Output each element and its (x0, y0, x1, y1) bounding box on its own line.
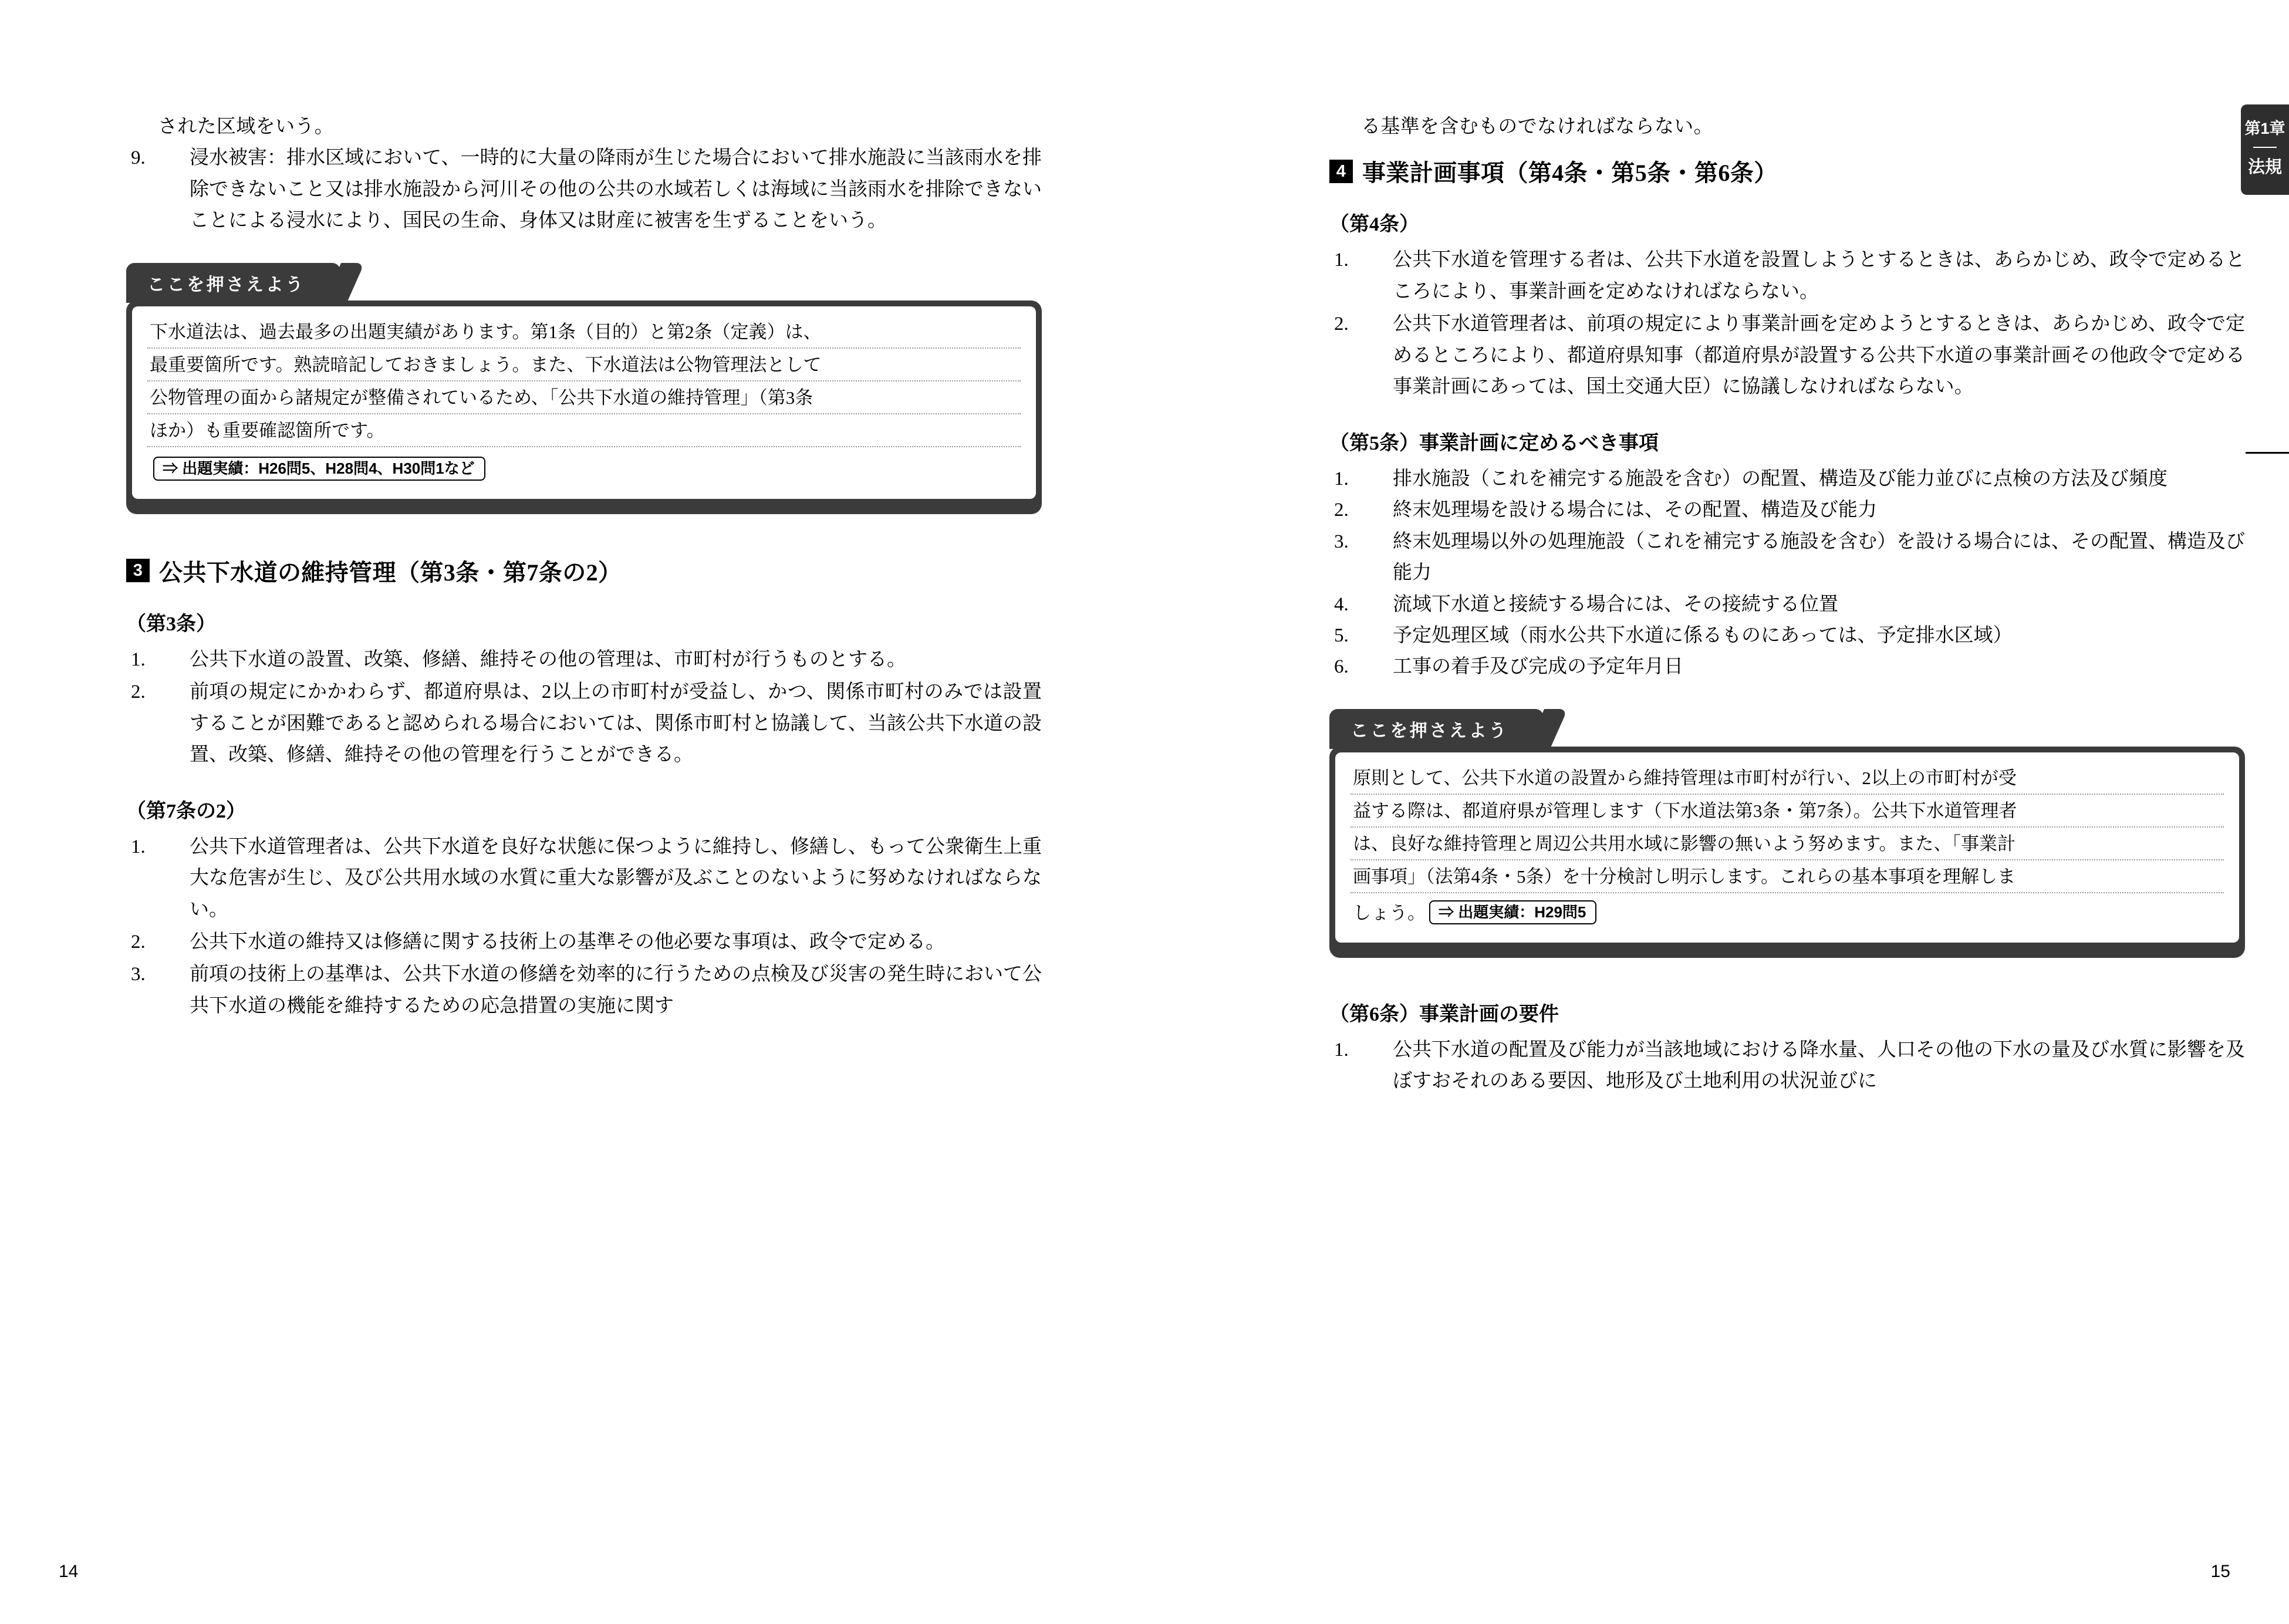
list-item (1329, 464, 2245, 495)
list-item (1329, 526, 2245, 589)
left-page-column (126, 112, 1042, 1023)
list-item (126, 959, 1042, 1022)
list-item-number: 3. (1334, 531, 1349, 552)
tip-line: ほか）も重要確認箇所です。 (147, 414, 1021, 447)
list-item-number: 6. (1334, 656, 1349, 678)
list-item (1329, 589, 2245, 620)
list-item-number: 4. (1334, 593, 1349, 615)
list-item-number: 2. (1334, 499, 1349, 521)
article-4-list (1329, 245, 2245, 403)
tip-line: 最重要箇所です。熟読暗記しておきましょう。また、下水道法は公物管理法として (147, 349, 1021, 381)
list-item-number: 1. (131, 836, 146, 857)
section-heading-4 (1329, 154, 2245, 188)
list-item (126, 644, 1042, 676)
tip-box-tab-label: ここを押さえよう (126, 263, 340, 303)
chapter-tab-divider (2253, 147, 2277, 148)
chapter-tab-number: 第1章 (2244, 120, 2285, 137)
tip-line: 下水道法は、過去最多の出題実績があります。第1条（目的）と第2条（定義）は、 (147, 316, 1021, 349)
list-item-number: 1. (1334, 249, 1349, 271)
article-3-list (126, 644, 1042, 771)
list-item-text: 公共下水道管理者は、前項の規定により事業計画を定めようとするときは、あらかじめ、政令で定めるところにより、都道府県知事（都道府県が設置する公共下水道の事業計画その他政令で定める事業計画にあっては、国土交通大臣）に協議しなければならない。 (1393, 313, 2245, 398)
article-heading-4: （第4条） (1329, 214, 1419, 236)
edge-marker-rule (2246, 452, 2289, 454)
section-title: 公共下水道の維持管理（第3条・第7条の2） (159, 559, 622, 586)
list-item-number: 3. (131, 964, 146, 985)
page-number-left: 14 (59, 1562, 79, 1581)
list-item-text: 排水施設（これを補完する施設を含む）の配置、構造及び能力並びに点検の方法及び頻度 (1393, 468, 2168, 489)
tip-last-line-text: しょう。 (1353, 902, 1426, 923)
list-item-text: 前項の技術上の基準は、公共下水道の修繕を効率的に行うための点検及び災害の発生時において公共下水道の機能を維持するための応急措置の実施に関す (190, 964, 1042, 1017)
list-item-text: 公共下水道の維持又は修繕に関する技術上の基準その他必要な事項は、政令で定める。 (190, 931, 945, 953)
tip-box-body (126, 301, 1042, 514)
section-number: 4 (1329, 160, 1353, 183)
page-number-right: 15 (2210, 1562, 2230, 1581)
list-item-text: 終末処理場を設ける場合には、その配置、構造及び能力 (1393, 499, 1877, 521)
right-page-column (1329, 112, 2245, 1099)
chapter-tab-subject: 法規 (2247, 157, 2282, 177)
tip-box-inner (1335, 752, 2239, 943)
list-item-text: 予定処理区域（雨水公共下水道に係るものにあっては、予定排水区域） (1393, 624, 2013, 646)
list-item (1329, 495, 2245, 526)
list-item (1329, 620, 2245, 651)
tip-box-tab-label: ここを押さえよう (1329, 709, 1544, 749)
list-item (126, 143, 1042, 237)
list-item-number: 2. (1334, 313, 1349, 335)
list-item (126, 677, 1042, 771)
tip-box-body (1329, 747, 2245, 958)
article-6-list (1329, 1035, 2245, 1098)
list-item (1329, 309, 2245, 403)
exam-record-badge: ⇒ 出題実績：H26問5、H28問4、H30問1など (153, 457, 485, 481)
list-item-text: 公共下水道を管理する者は、公共下水道を設置しようとするときは、あらかじめ、政令で定めるところにより、事業計画を定めなければならない。 (1393, 249, 2245, 302)
section-number: 3 (126, 559, 150, 582)
exam-record-badge: ⇒ 出題実績：H29問5 (1429, 900, 1596, 924)
tip-last-line (1351, 893, 2224, 931)
article-7-2-list (126, 832, 1042, 1022)
list-item-text: 浸水被害：排水区域において、一時的に大量の降雨が生じた場合において排水施設に当該雨水を排除できないこと又は排水施設から河川その他の公共の水域若しくは海域に当該雨水を排除できないことによる浸水により、国民の生命、身体又は財産に被害を生ずることをいう。 (190, 147, 1042, 232)
list-item-number: 9. (131, 147, 146, 169)
definition-list (126, 143, 1042, 237)
list-item-text: 前項の規定にかかわらず、都道府県は、2以上の市町村が受益し、かつ、関係市町村のみでは設置することが困難であると認められる場合においては、関係市町村と協議して、当該公共下水道の設置、改築、修繕、維持その他の管理を行うことができる。 (190, 681, 1042, 766)
article-heading-7-2: （第7条の2） (126, 800, 246, 822)
article-heading-3: （第3条） (126, 613, 216, 635)
list-item (126, 927, 1042, 958)
list-item-number: 5. (1334, 624, 1349, 646)
list-item-number: 1. (1334, 1039, 1349, 1061)
list-item-number: 1. (131, 649, 146, 670)
list-item (1329, 245, 2245, 308)
section-heading-3 (126, 554, 1042, 588)
list-item-text: 流域下水道と接続する場合には、その接続する位置 (1393, 593, 1838, 615)
tip-line: は、良好な維持管理と周辺公共用水域に影響の無いよう努めます。また、「事業計 (1351, 828, 2224, 860)
section-title: 事業計画事項（第4条・第5条・第6条） (1362, 160, 1778, 187)
list-item (1329, 651, 2245, 683)
list-item-text: 終末処理場以外の処理施設（これを補完する施設を含む）を設ける場合には、その配置、構造及び能力 (1393, 531, 2245, 584)
tip-badge-row (147, 447, 1021, 487)
continued-paragraph: された区域をいう。 (158, 116, 334, 137)
list-item (1329, 1035, 2245, 1098)
list-item-text: 工事の着手及び完成の予定年月日 (1393, 656, 1683, 678)
continued-paragraph: る基準を含むものでなければならない。 (1361, 116, 1713, 137)
list-item-number: 1. (1334, 468, 1349, 489)
tip-line: 益する際は、都道府県が管理します（下水道法第3条・第7条）。公共下水道管理者 (1351, 795, 2224, 828)
tip-box-right (1329, 709, 2245, 958)
list-item-text: 公共下水道の配置及び能力が当該地域における降水量、人口その他の下水の量及び水質に影響を及ぼすおそれのある要因、地形及び土地利用の状況並びに (1393, 1039, 2245, 1092)
list-item-text: 公共下水道の設置、改築、修繕、維持その他の管理は、市町村が行うものとする。 (190, 649, 906, 670)
tip-line: 公物管理の面から諸規定が整備されているため、「公共下水道の維持管理」（第3条 (147, 381, 1021, 414)
tip-line: 画事項」（法第4条・5条）を十分検討し明示します。これらの基本事項を理解しま (1351, 860, 2224, 893)
article-heading-6: （第6条）事業計画の要件 (1329, 1003, 1559, 1025)
chapter-thumb-tab (2241, 104, 2289, 195)
list-item-text: 公共下水道管理者は、公共下水道を良好な状態に保つように維持し、修繕し、もって公衆衛生上重大な危害が生じ、及び公共用水域の水質に重大な影響が及ぶことのないように努めなければならない。 (190, 836, 1042, 920)
tip-line: 原則として、公共下水道の設置から維持管理は市町村が行い、2以上の市町村が受 (1351, 762, 2224, 795)
article-5-list (1329, 464, 2245, 683)
list-item (126, 832, 1042, 926)
list-item-number: 2. (131, 681, 146, 703)
list-item-number: 2. (131, 931, 146, 953)
tip-box-inner (132, 306, 1036, 499)
article-heading-5: （第5条）事業計画に定めるべき事項 (1329, 432, 1659, 454)
tip-box-left (126, 263, 1042, 514)
